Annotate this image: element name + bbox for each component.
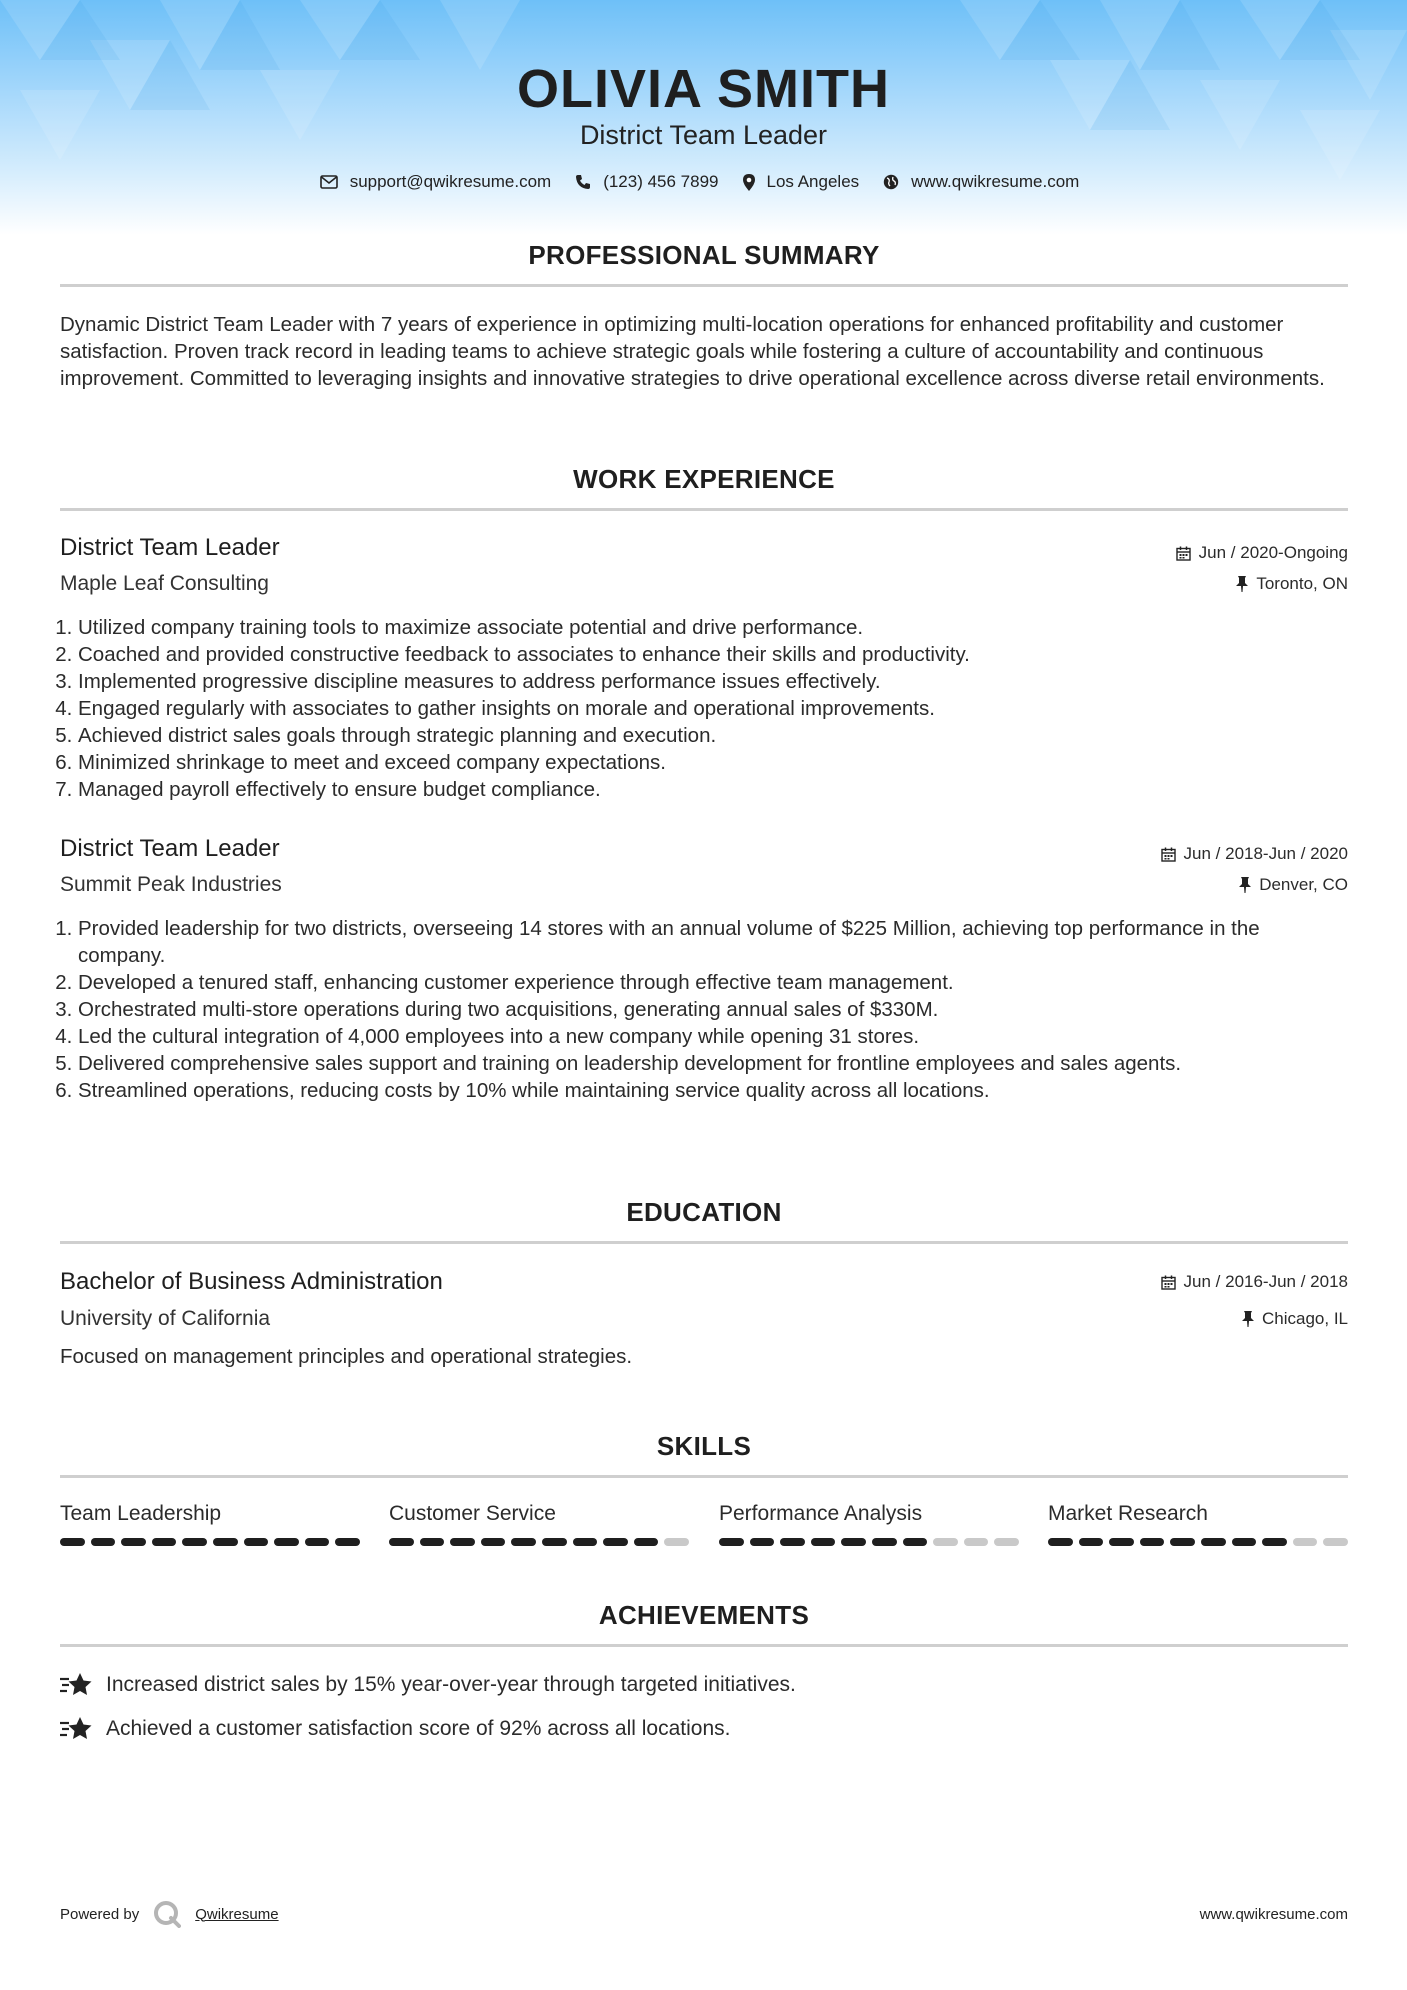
footer-website[interactable]: www.qwikresume.com	[1199, 1906, 1348, 1923]
skill-dot-empty	[933, 1538, 958, 1546]
skill-item	[1048, 1502, 1348, 1546]
skill-dot-filled	[542, 1538, 567, 1546]
brand-link[interactable]: Qwikresume	[195, 1905, 279, 1923]
job-location-text: Toronto, ON	[1256, 574, 1348, 593]
achievement-item	[60, 1716, 730, 1742]
skill-item	[389, 1502, 689, 1546]
skill-dot-filled	[903, 1538, 928, 1546]
list-item: 2. Developed a tenured staff, enhancing customer experience through effective team management.	[78, 969, 1308, 996]
skill-dot-filled	[305, 1538, 330, 1546]
education-divider	[60, 1241, 1348, 1244]
skill-rating	[1048, 1538, 1348, 1546]
achievement-text: Achieved a customer satisfaction score of 92% across all locations.	[106, 1717, 731, 1740]
contact-website[interactable]	[883, 172, 1079, 192]
skill-name: Market Research	[1048, 1502, 1208, 1525]
contact-email[interactable]	[320, 172, 552, 192]
job-bullets	[60, 915, 1308, 1104]
skill-dot-filled	[60, 1538, 85, 1546]
skill-rating	[60, 1538, 360, 1546]
job-location-text: Denver, CO	[1259, 875, 1348, 894]
skill-dot-filled	[1232, 1538, 1257, 1546]
skill-dot-filled	[1048, 1538, 1073, 1546]
job-dates-text: Jun / 2020-Ongoing	[1198, 543, 1348, 562]
education-dates-text: Jun / 2016-Jun / 2018	[1183, 1272, 1348, 1291]
skill-name: Customer Service	[389, 1502, 556, 1525]
skill-dot-empty	[664, 1538, 689, 1546]
achievement-item	[60, 1672, 796, 1698]
skill-dot-filled	[511, 1538, 536, 1546]
contact-bar	[0, 172, 1407, 192]
list-item: 2. Coached and provided constructive feedback to associates to enhance their skills and productivity.	[78, 641, 1308, 668]
skill-item	[60, 1502, 360, 1546]
list-item: 7. Managed payroll effectively to ensure budget compliance.	[78, 776, 1308, 803]
skill-dot-empty	[964, 1538, 989, 1546]
list-item: 3. Implemented progressive discipline measures to address performance issues effectively.	[78, 668, 1308, 695]
education-location	[1242, 1309, 1348, 1329]
job-dates-text: Jun / 2018-Jun / 2020	[1183, 844, 1348, 863]
skill-dot-filled	[152, 1538, 177, 1546]
skill-dot-filled	[750, 1538, 775, 1546]
skill-rating	[389, 1538, 689, 1546]
job-location	[1239, 875, 1348, 895]
contact-location	[743, 172, 860, 192]
contact-phone-text: (123) 456 7899	[603, 172, 719, 191]
skill-dot-filled	[335, 1538, 360, 1546]
education-heading: EDUCATION	[626, 1197, 782, 1227]
candidate-role: District Team Leader	[579, 120, 828, 150]
pushpin-icon	[1236, 576, 1248, 592]
contact-email-text: support@qwikresume.com	[349, 172, 552, 191]
summary-heading: PROFESSIONAL SUMMARY	[528, 240, 880, 270]
footer-powered-by	[60, 1900, 279, 1928]
list-item: 6. Streamlined operations, reducing costs by 10% while maintaining service quality across all locations.	[78, 1077, 1308, 1104]
list-item: 1. Provided leadership for two districts, overseeing 14 stores with an annual volume of $225 Million, achieving top performance in the company.	[78, 915, 1308, 969]
skill-dot-empty	[1293, 1538, 1318, 1546]
skill-dot-empty	[1323, 1538, 1348, 1546]
education-degree: Bachelor of Business Administration	[60, 1268, 443, 1295]
globe-icon	[883, 174, 899, 190]
job-company: Maple Leaf Consulting	[60, 572, 269, 595]
trophy-star-icon	[60, 1716, 92, 1742]
skill-name: Team Leadership	[60, 1502, 222, 1525]
skill-dot-filled	[1140, 1538, 1165, 1546]
skill-dot-filled	[1170, 1538, 1195, 1546]
skill-dot-filled	[389, 1538, 414, 1546]
list-item: 5. Achieved district sales goals through strategic planning and execution.	[78, 722, 1308, 749]
skill-dot-filled	[91, 1538, 116, 1546]
education-description: Focused on management principles and operational strategies.	[60, 1345, 633, 1368]
skill-dot-filled	[634, 1538, 659, 1546]
list-item: 4. Led the cultural integration of 4,000 employees into a new company while opening 31 stores.	[78, 1023, 1308, 1050]
skill-dot-filled	[450, 1538, 475, 1546]
list-item: 4. Engaged regularly with associates to gather insights on morale and operational improvements.	[78, 695, 1308, 722]
skills-divider	[60, 1475, 1348, 1478]
education-school: University of California	[60, 1307, 271, 1330]
skill-dot-filled	[1201, 1538, 1226, 1546]
skill-dot-filled	[420, 1538, 445, 1546]
skill-dot-filled	[274, 1538, 299, 1546]
envelope-icon	[320, 175, 338, 189]
skill-dot-filled	[213, 1538, 238, 1546]
contact-location-text: Los Angeles	[766, 172, 860, 191]
skill-dot-filled	[1262, 1538, 1287, 1546]
calendar-icon	[1161, 847, 1176, 862]
skill-dot-filled	[121, 1538, 146, 1546]
experience-divider	[60, 508, 1348, 511]
job-bullets	[60, 614, 1308, 803]
skill-dot-filled	[780, 1538, 805, 1546]
education-dates	[1161, 1272, 1348, 1292]
calendar-icon	[1161, 1275, 1176, 1290]
skill-dot-filled	[603, 1538, 628, 1546]
pushpin-icon	[1239, 877, 1251, 893]
experience-heading: WORK EXPERIENCE	[573, 464, 835, 494]
skill-dot-filled	[872, 1538, 897, 1546]
summary-divider	[60, 284, 1348, 287]
list-item: 1. Utilized company training tools to maximize associate potential and drive performance.	[78, 614, 1308, 641]
pushpin-icon	[1242, 1311, 1254, 1327]
job-location	[1236, 574, 1348, 594]
summary-text: Dynamic District Team Leader with 7 years of experience in optimizing multi-location operations for enhanced profitability and customer satisfaction. Proven track record in leading teams to achieve strategic goals while fostering a culture of accountability and continuous improvement. Committed to leveraging insights and innovative strategies to drive operational excellence across diverse retail environments.	[60, 313, 1325, 390]
skill-dot-filled	[244, 1538, 269, 1546]
achievements-heading: ACHIEVEMENTS	[598, 1600, 810, 1630]
job-dates	[1161, 844, 1348, 864]
skills-heading: SKILLS	[656, 1431, 752, 1461]
job-title: District Team Leader	[60, 534, 280, 561]
skill-dot-filled	[1079, 1538, 1104, 1546]
education-location-text: Chicago, IL	[1262, 1309, 1348, 1328]
achievements-divider	[60, 1644, 1348, 1647]
skill-dot-filled	[1109, 1538, 1134, 1546]
list-item: 3. Orchestrated multi-store operations during two acquisitions, generating annual sales of $330M.	[78, 996, 1308, 1023]
skill-dot-filled	[182, 1538, 207, 1546]
map-pin-icon	[743, 174, 755, 191]
skill-item	[719, 1502, 1019, 1546]
skill-rating	[719, 1538, 1019, 1546]
trophy-star-icon	[60, 1672, 92, 1698]
candidate-name: OLIVIA SMITH	[517, 59, 890, 119]
powered-by-label: Powered by	[60, 1905, 140, 1923]
job-dates	[1176, 543, 1348, 563]
job-company: Summit Peak Industries	[60, 873, 282, 896]
list-item: 5. Delivered comprehensive sales support and training on leadership development for frontline employees and sales agents.	[78, 1050, 1308, 1077]
contact-website-text: www.qwikresume.com	[911, 172, 1080, 191]
job-title: District Team Leader	[60, 835, 280, 862]
phone-icon	[575, 174, 591, 190]
list-item: 6. Minimized shrinkage to meet and exceed company expectations.	[78, 749, 1308, 776]
skill-dot-filled	[573, 1538, 598, 1546]
skill-name: Performance Analysis	[719, 1502, 923, 1525]
qwikresume-logo-icon	[153, 1900, 181, 1928]
skill-dot-filled	[841, 1538, 866, 1546]
achievement-text: Increased district sales by 15% year-over-year through targeted initiatives.	[106, 1673, 796, 1696]
skill-dot-filled	[481, 1538, 506, 1546]
skill-dot-filled	[811, 1538, 836, 1546]
contact-phone[interactable]	[575, 172, 718, 192]
skill-dot-filled	[719, 1538, 744, 1546]
calendar-icon	[1176, 546, 1191, 561]
skill-dot-empty	[994, 1538, 1019, 1546]
